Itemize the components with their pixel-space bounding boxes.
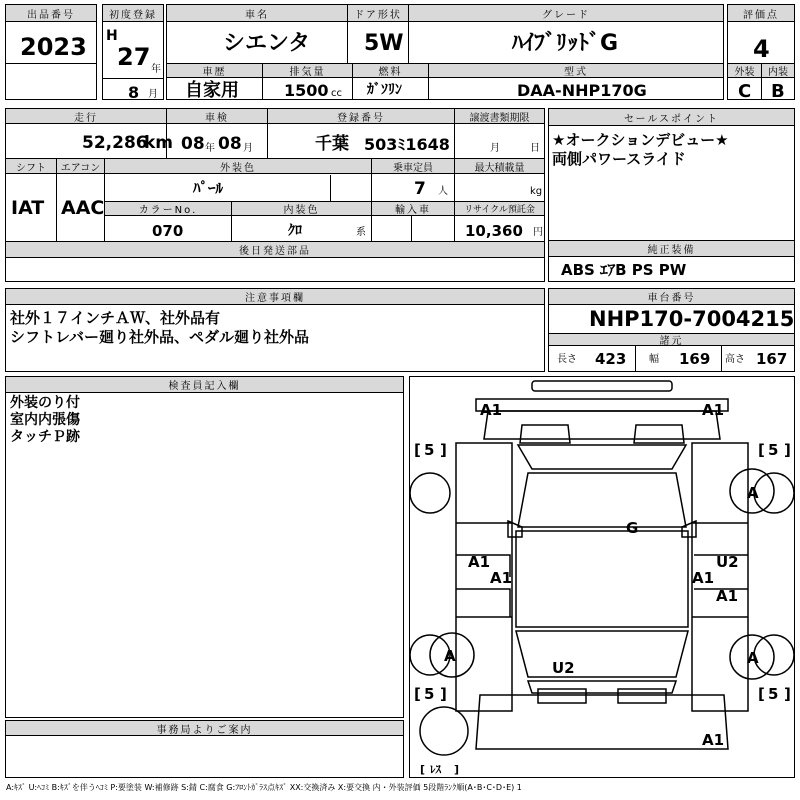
capacity-unit: 人 [438, 186, 448, 197]
door-label: ドア形状 [348, 5, 408, 22]
ac-label: エアコン [57, 159, 104, 174]
capacity: 7 [414, 179, 426, 199]
load-unit: kg [530, 186, 543, 197]
svg-text:[: [ [420, 763, 426, 776]
svg-text:[: [ [758, 685, 765, 703]
dims-label: 諸元 [549, 333, 794, 346]
mark-wheel-fr: A [747, 484, 759, 502]
mark-front-right: A1 [702, 401, 725, 419]
mark-roof: G [626, 519, 639, 537]
height: 167 [756, 350, 788, 368]
inspector-text: 外装のり付 室内内張傷 タッチＰ跡 [10, 395, 80, 445]
office-label: 事務局よりご案内 [6, 721, 403, 736]
svg-text:]: ] [440, 441, 447, 459]
sales-points-text: ★オークションデビュー★ 両側パワースライド [552, 131, 729, 168]
year-unit: 年 [151, 64, 161, 75]
year: 27 [117, 43, 151, 71]
recycle-unit: 円 [533, 227, 543, 238]
equipment-value: ABS ｴｱB PS PW [561, 261, 687, 279]
auction-no-label: 出品番号 [6, 5, 96, 22]
transfer-label: 譲渡書類期限 [455, 109, 544, 124]
reg-no: 503ﾐ1648 [364, 135, 450, 154]
score-box [727, 4, 795, 100]
svg-text:]: ] [784, 685, 791, 703]
mileage-label: 走行 [6, 109, 166, 124]
score-label: 評価点 [728, 5, 794, 22]
inspector-label: 検査員記入欄 [6, 377, 403, 393]
transfer-day-unit: 日 [530, 143, 540, 154]
history-label: 車歴 [167, 64, 262, 78]
history: 自家用 [185, 80, 239, 101]
length-label: 長さ [557, 354, 577, 365]
svg-text:]: ] [784, 441, 791, 459]
svg-text:]: ] [440, 685, 447, 703]
sales-points-box [548, 108, 795, 255]
mark-right-front-door2: A1 [692, 569, 715, 587]
mark-right-rear-door: A1 [716, 587, 739, 605]
svg-text:[: [ [414, 441, 421, 459]
int-color-label: 内装色 [232, 202, 371, 216]
score: 4 [753, 35, 770, 63]
insp-month: 08 [218, 134, 242, 154]
svg-text:[: [ [758, 441, 765, 459]
ext-grade: C [738, 81, 752, 102]
notes-text: 社外１７インチＡＷ、社外品有 シフトレバー廻り社外品、ペダル廻り社外品 [10, 309, 309, 346]
import-label: 輸入車 [372, 202, 454, 216]
model-label: 型式 [429, 64, 723, 78]
first-registration-box [102, 4, 164, 100]
inspector-box [5, 376, 404, 718]
mark-spare: ﾚｽ [430, 763, 441, 776]
mark-right-front-door: U2 [716, 553, 739, 571]
month: 8 [128, 83, 140, 102]
shift-label: シフト [6, 159, 56, 174]
auction-no: 2023 [20, 33, 87, 61]
era: H [106, 28, 118, 44]
sales-points-label: セールスポイント [549, 109, 794, 126]
mark-tire-rr: 5 [768, 685, 779, 703]
car-name-label: 車名 [167, 5, 347, 22]
later-parts-label: 後日発送部品 [6, 242, 544, 258]
shift: IAT [11, 197, 45, 219]
reg-area: 千葉 [315, 134, 349, 154]
insp-month-unit: 月 [243, 143, 253, 154]
displacement-unit: cc [331, 88, 342, 99]
car-diagram-svg [410, 377, 794, 777]
int-color: ｸﾛ [288, 223, 302, 239]
notes-label: 注意事項欄 [6, 289, 544, 305]
mark-tire-fr: 5 [768, 441, 779, 459]
width-label: 幅 [649, 354, 659, 365]
color-no: 070 [152, 222, 184, 240]
equipment-label: 純正装備 [549, 241, 794, 257]
mark-tire-fl: 5 [424, 441, 435, 459]
car-info-box [166, 4, 724, 100]
mileage: 52,286 [82, 133, 148, 153]
ext-label: 外装 [728, 64, 761, 78]
mark-left-front-door: A1 [468, 553, 491, 571]
inspection-label: 車検 [167, 109, 267, 124]
chassis-label: 車台番号 [549, 289, 794, 305]
notes-box [5, 288, 545, 372]
fuel-label: 燃料 [353, 64, 428, 78]
mark-front-left: A1 [480, 401, 503, 419]
chassis-box [548, 288, 795, 372]
fuel: ｶﾞｿﾘﾝ [367, 82, 402, 98]
reg-label: 登録番号 [268, 109, 454, 124]
width: 169 [679, 350, 711, 368]
recycle-label: リサイクル預託金 [455, 202, 544, 216]
equipment-box [548, 240, 795, 282]
car-name: シエンタ [223, 31, 311, 56]
model: DAA-NHP170G [517, 81, 647, 100]
grade-label: グレード [409, 5, 723, 22]
int-grade: B [771, 81, 785, 102]
first-reg-label: 初度登録 [103, 5, 163, 22]
color-no-label: カラーNo. [105, 202, 231, 216]
ac: AAC [61, 197, 105, 219]
insp-year: 08 [181, 134, 205, 154]
mileage-unit: km [144, 133, 174, 153]
mark-rear-bumper: A1 [702, 731, 725, 749]
door: 5W [364, 31, 404, 56]
mark-left-rear-door: A1 [490, 569, 513, 587]
displacement-label: 排気量 [263, 64, 352, 78]
vehicle-details-box [5, 108, 545, 282]
height-label: 高さ [725, 354, 745, 365]
mark-rear-glass: U2 [552, 659, 575, 677]
insp-year-unit: 年 [205, 143, 215, 154]
int-color-unit: 系 [356, 227, 366, 238]
legend: A:ｷｽﾞ U:ﾍｺﾐ B:ｷｽﾞを伴うﾍｺﾐ P:要塗装 W:補修跡 S:錆 C:腐食 G:ﾌﾛﾝﾄｶﾞﾗｽ点ｷｽﾞ XX:交換済み X:要交換 内・外装評価 5段階ﾗﾝｸ順(A･B･C･D･E) 1 [6, 783, 522, 792]
mark-wheel-rl: A [444, 647, 456, 665]
load-label: 最大積載量 [455, 159, 544, 174]
office-box [5, 720, 404, 778]
month-unit: 月 [148, 89, 158, 100]
recycle: 10,360 [465, 222, 523, 240]
color: ﾊﾟｰﾙ [193, 179, 224, 197]
chassis-number: NHP170-7004215 [589, 307, 795, 331]
capacity-label: 乗車定員 [372, 159, 454, 174]
displacement: 1500 [284, 81, 329, 100]
auction-no-box [5, 4, 97, 100]
grade: ﾊｲﾌﾞﾘｯﾄﾞG [512, 31, 619, 56]
mark-tire-rl: 5 [424, 685, 435, 703]
mark-wheel-rr: A [747, 649, 759, 667]
length: 423 [595, 350, 627, 368]
svg-text:[: [ [414, 685, 421, 703]
color-label: 外装色 [105, 159, 371, 174]
damage-diagram [409, 376, 795, 778]
int-label: 内装 [762, 64, 794, 78]
svg-text:]: ] [454, 763, 460, 776]
transfer-month-unit: 月 [490, 143, 500, 154]
